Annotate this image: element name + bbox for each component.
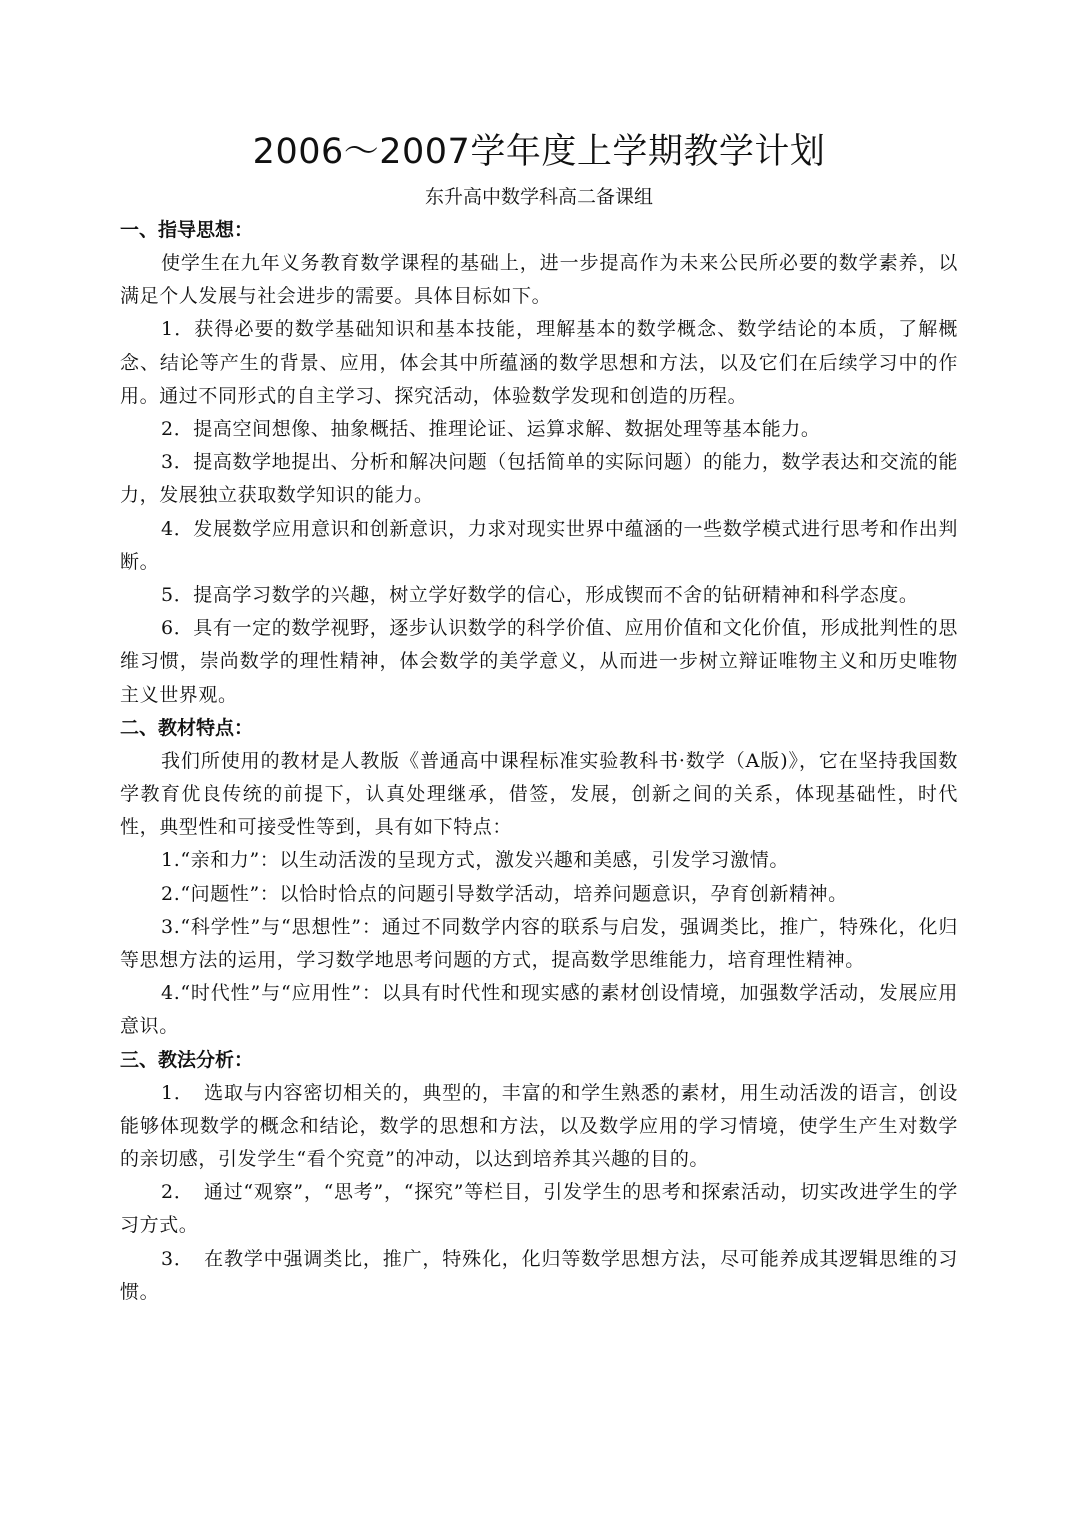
section-heading: 一、指导思想： [120,219,254,241]
paragraph: 5．提高学习数学的兴趣，树立学好数学的信心，形成锲而不舍的钻研精神和科学态度。 [161,584,919,607]
paragraph: 2.“问题性”：以恰时恰点的问题引导数学活动，培养问题意识，孕育创新精神。 [161,882,848,905]
paragraph: 2．提高空间想像、抽象概括、推理论证、运算求解、数据处理等基本能力。 [161,418,821,441]
paragraph: 3.“科学性”与“思想性”：通过不同数学内容的联系与启发，强调类比，推广，特殊化，化归等思想方法的运用，学习数学地思考问题的方式，提高数学思维能力，培育理性精神。 [120,915,958,972]
section-heading: 二、教材特点： [120,716,254,739]
paragraph: 1． 选取与内容密切相关的，典型的，丰富的和学生熟悉的素材，用生动活泼的语言，创设能够体现数学的概念和结论，数学的思想和方法，以及数学应用的学习情境，使学生产生对数学的亲切感，引发学生“看个究竟”的冲动，以达到培养其兴趣的目的。 [120,1081,958,1171]
section-heading: 三、教法分析： [120,1048,254,1071]
paragraph: 3． 在教学中强调类比，推广，特殊化，化归等数学思想方法，尽可能养成其逻辑思维的习惯。 [120,1247,958,1303]
document-subtitle: 东升高中数学科高二备课组 [424,186,653,208]
section-teaching-methods [120,1044,958,1309]
paragraph: 2． 通过“观察”，“思考”，“探究”等栏目，引发学生的思考和探索活动，切实改进学生的学习方式。 [120,1181,958,1237]
paragraph: 我们所使用的教材是人教版《普通高中课程标准实验教科书·数学（A版)》，它在坚持我国数学教育优良传统的前提下，认真处理继承，借签，发展，创新之间的关系，体现基础性，时代性，典型性和可接受性等到，具有如下特点： [120,749,958,839]
paragraph: 1.“亲和力”：以生动活泼的呈现方式，激发兴趣和美感，引发学习激情。 [161,849,789,872]
section-guiding-ideology [120,214,958,712]
document-title: 2006～2007学年度上学期教学计划 [252,132,826,172]
paragraph: 4.“时代性”与“应用性”：以具有时代性和现实感的素材创设情境，加强数学活动，发展应用意识。 [120,982,958,1038]
paragraph: 1．获得必要的数学基础知识和基本技能，理解基本的数学概念、数学结论的本质，了解概念、结论等产生的背景、应用，体会其中所蕴涵的数学思想和方法，以及它们在后续学习中的作用。通过不同形式的自主学习、探究活动，体验数学发现和创造的历程。 [120,318,958,407]
section-textbook-features [120,712,958,1044]
paragraph: 使学生在九年义务教育数学课程的基础上，进一步提高作为未来公民所必要的数学素养，以满足个人发展与社会进步的需要。具体目标如下。 [120,252,958,308]
paragraph: 6．具有一定的数学视野，逐步认识数学的科学价值、应用价值和文化价值，形成批判性的思维习惯，崇尚数学的理性精神，体会数学的美学意义，从而进一步树立辩证唯物主义和历史唯物主义世界观。 [120,617,958,706]
paragraph: 3．提高数学地提出、分析和解决问题（包括简单的实际问题）的能力，数学表达和交流的能力，发展独立获取数学知识的能力。 [120,451,958,507]
document-body [120,126,958,1309]
paragraph: 4．发展数学应用意识和创新意识，力求对现实世界中蕴涵的一些数学模式进行思考和作出判断。 [120,517,958,573]
